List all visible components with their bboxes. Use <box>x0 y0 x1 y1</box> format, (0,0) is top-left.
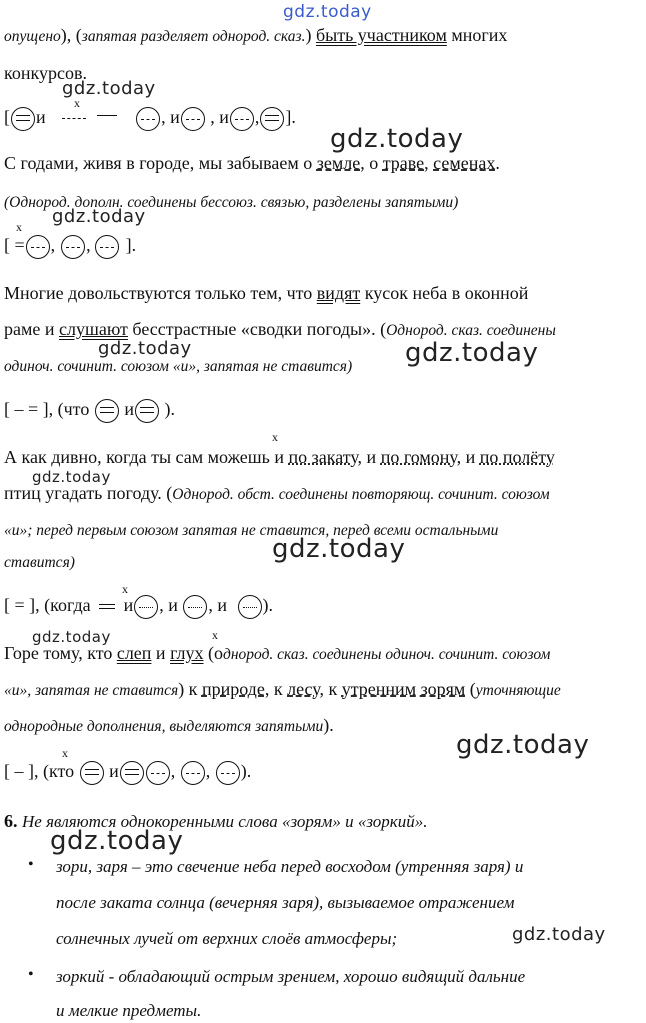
mark-x: x <box>16 220 22 234</box>
watermark: gdz.today <box>32 628 111 646</box>
text-line: раме и слушают бесстрастные «сводки погоды». (Однород. сказ. соединены <box>4 319 556 339</box>
text-line: Горе тому, кто слеп и глух (однород. сказ. соединены одиноч. сочинит. союзом <box>4 643 551 663</box>
scheme-2: [ = , , ]. <box>4 234 642 259</box>
bullet: • <box>28 856 34 873</box>
text-line: конкурсов. <box>4 63 87 83</box>
watermark: gdz.today <box>405 338 539 368</box>
watermark: gdz.today <box>50 826 184 856</box>
text-line: Многие довольствуются только тем, что видят кусок неба в оконной <box>4 283 529 303</box>
watermark: gdz.today <box>283 2 372 22</box>
watermark: gdz.today <box>272 534 406 564</box>
task-6-heading: 6. Не являются однокоренными слова «зорям» и «зоркий». <box>4 811 428 831</box>
watermark: gdz.today <box>512 924 606 945</box>
bullet: • <box>28 966 34 983</box>
mark-x: x <box>62 746 68 760</box>
object-circle <box>230 107 254 131</box>
mark-x: x <box>74 96 80 110</box>
bullet-text: и мелкие предметы. <box>56 1001 202 1020</box>
watermark: gdz.today <box>330 124 464 154</box>
mark-x: x <box>122 582 128 596</box>
watermark: gdz.today <box>62 78 156 99</box>
bullet-text: после заката солнца (вечерняя заря), вызываемое отражением <box>56 893 515 912</box>
scheme-1: [ и , и , и , ]. <box>4 106 642 131</box>
watermark: gdz.today <box>456 730 590 760</box>
text-line: птиц угадать погоду. (Однород. обст. соединены повторяющ. сочинит. союзом <box>4 483 550 503</box>
note-line: «и»; перед первым союзом запятая не ставится, перед всеми остальными <box>4 522 499 539</box>
scheme-3: [ – = ], (что и ). <box>4 398 642 423</box>
mark-x: x <box>212 628 218 642</box>
scheme-4: [ = ], (когда и , и , и ). <box>4 594 642 619</box>
predicate-circle <box>11 107 35 131</box>
object-circle <box>181 107 205 131</box>
bullet-text: зори, заря – это свечение неба перед восходом (утренняя заря) и <box>56 857 524 876</box>
mark-x: x <box>272 430 278 444</box>
scheme-5: [ – ], (кто и , , ). <box>4 760 642 785</box>
note-line: однородные дополнения, выделяются запятыми). <box>4 715 334 735</box>
object-circle <box>136 107 160 131</box>
predicate-circle <box>260 107 284 131</box>
note-line: ставится) <box>4 554 75 571</box>
bullet-text: зоркий - обладающий острым зрением, хорошо видящий дальние <box>56 967 526 986</box>
text-line: опущено), (запятая разделяет однород. сказ.) быть участником многих <box>4 25 508 45</box>
text-line: С годами, живя в городе, мы забываем о земле, о траве, семенах. <box>4 153 500 173</box>
bullet-text: солнечных лучей от верхних слоёв атмосферы; <box>56 929 398 948</box>
note-line: (Однород. дополн. соединены бессоюз. связью, разделены запятыми) <box>4 194 459 211</box>
watermark: gdz.today <box>98 338 192 359</box>
watermark: gdz.today <box>32 468 111 486</box>
text-line: А как дивно, когда ты сам можешь и по закату, и по гомону, и по полёту <box>4 447 555 467</box>
note-line: одиноч. сочинит. союзом «и», запятая не ставится) <box>4 358 353 375</box>
watermark: gdz.today <box>52 206 146 227</box>
text-line: «и», запятая не ставится) к природе, к лесу, к утренним зорям (уточняющие <box>4 679 561 699</box>
